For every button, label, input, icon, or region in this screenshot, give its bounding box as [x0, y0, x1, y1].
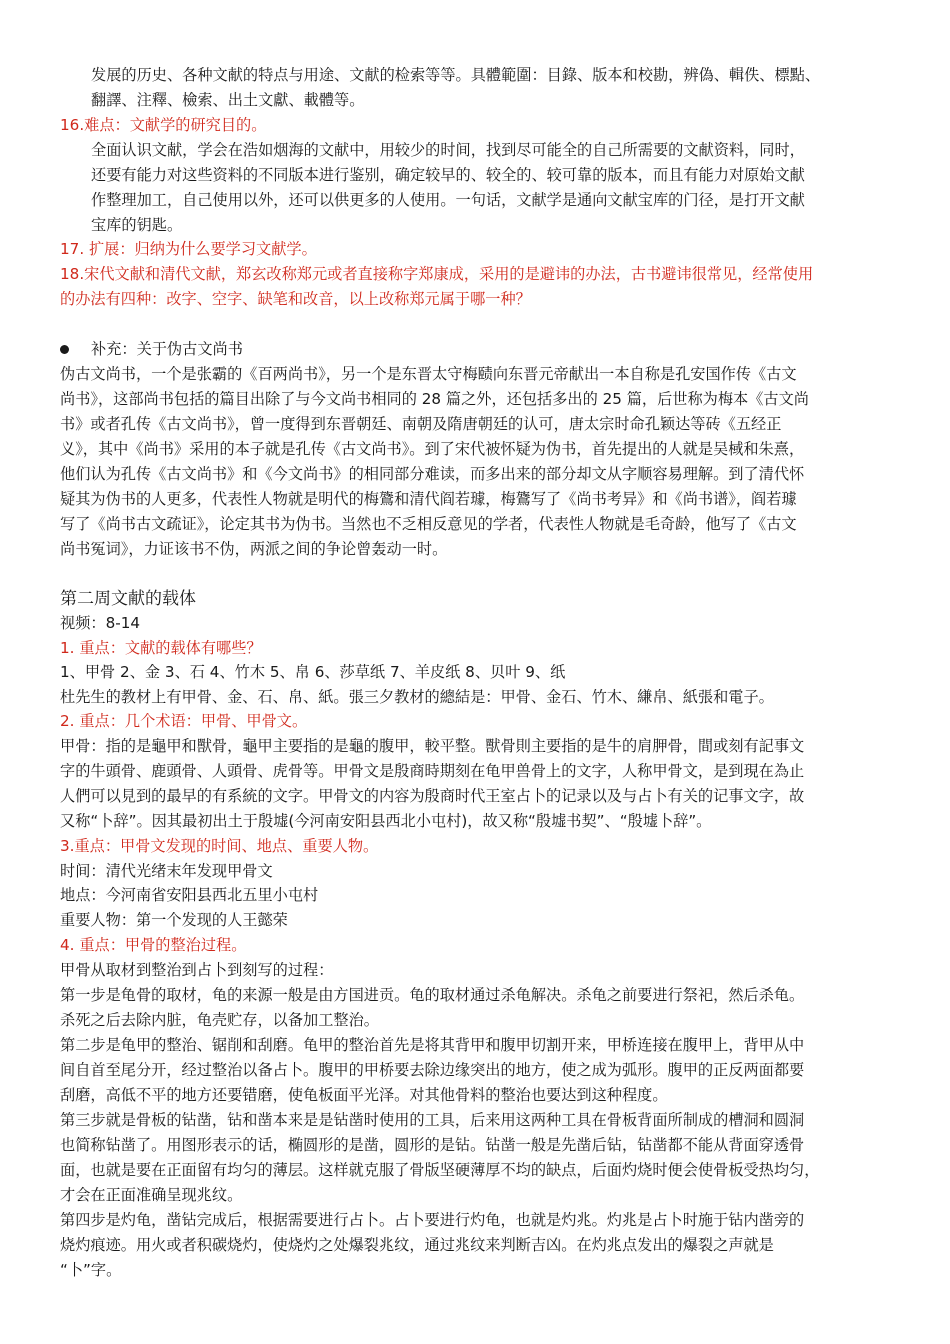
q16-line-1: 全面认识文献，学会在浩如烟海的文献中，用较少的时间，找到尽可能全的自己所需要的文献资料，同时， [91, 141, 805, 159]
q16-line-2: 还要有能力对这些资料的不同版本进行鉴别，确定较早的、较全的、较可靠的版本，而且有能力对原始文献 [91, 166, 805, 184]
q4-line-9: 面，也就是要在正面留有均匀的薄层。这样就克服了骨版坚硬薄厚不均的缺点，后面灼烧时便会使骨板受热均匀， [60, 1161, 820, 1179]
q3-title: 3.重点：甲骨文发现的时间、地点、重要人物。 [60, 837, 379, 855]
q4-title: 4. 重点：甲骨的整治过程。 [60, 936, 247, 954]
supplement-line-3: 书》或者孔传《古文尚书》，曾一度得到东晋朝廷、南朝及隋唐朝廷的认可，唐太宗时命孔颖达等砖《五经正 [60, 415, 782, 433]
supplement-line-5: 他们认为孔传《古文尚书》和《今文尚书》的相同部分难读，而多出来的部分却文从字顺容易理解。到了清代怀 [60, 465, 805, 483]
q17-title: 17. 扩展：归纳为什么要学习文献学。 [60, 240, 317, 258]
q1-title: 1. 重点：文献的载体有哪些？ [60, 639, 262, 657]
intro-line-2: 翻譯、注釋、檢索、出土文獻、載體等。 [91, 91, 365, 109]
q3-place: 地点：今河南省安阳县西北五里小屯村 [60, 886, 319, 904]
q2-title: 2. 重点：几个术语：甲骨、甲骨文。 [60, 712, 308, 730]
q3-time: 时间：清代光绪末年发现甲骨文 [60, 862, 273, 880]
q18-line-1: 18.宋代文献和清代文献，郑玄改称郑元或者直接称字郑康成，采用的是避讳的办法，古书避讳很常见，经常使用 [60, 265, 814, 283]
q2-line-3: 人們可以見到的最早的有系統的文字。甲骨文的内容为殷商时代王室占卜的记录以及与占卜有关的记事文字，故 [60, 787, 805, 805]
q4-line-4: 第二步是龟甲的整治、锯削和刮磨。龟甲的整治首先是将其背甲和腹甲切割开来，甲桥连接在腹甲上，背甲从中 [60, 1036, 805, 1054]
q4-line-11: 第四步是灼龟，凿钻完成后，根据需要进行占卜。占卜要进行灼龟，也就是灼兆。灼兆是占卜时施于钻内凿旁的 [60, 1211, 805, 1229]
q4-line-5: 间自首至尾分开，经过整治以备占卜。腹甲的甲桥要去除边缘突出的地方，使之成为弧形。腹甲的正反两面都要 [60, 1061, 805, 1079]
q4-line-12: 烧灼痕迹。用火或者积碳烧灼，使烧灼之处爆裂兆纹，通过兆纹来判断吉凶。在灼兆点发出的爆裂之声就是 [60, 1236, 774, 1254]
q16-line-3: 作整理加工，自己使用以外，还可以供更多的人使用。一句话，文献学是通向文献宝库的门径，是打开文献 [91, 191, 805, 209]
q3-person: 重要人物：第一个发现的人王懿荣 [60, 911, 288, 929]
week2-heading: 第二周文献的载体 [60, 589, 196, 609]
q2-line-2: 字的牛頭骨、鹿頭骨、人頭骨、虎骨等。甲骨文是殷商時期刻在龟甲兽骨上的文字，人称甲骨文，是到現在為止 [60, 762, 805, 780]
q4-line-3: 杀死之后去除内脏，龟壳贮存，以备加工整治。 [60, 1011, 379, 1029]
q2-line-1: 甲骨：指的是龜甲和獸骨，龜甲主要指的是龜的腹甲，較平整。獸骨則主要指的是牛的肩胛骨，間或刻有記事文 [60, 737, 805, 755]
q4-line-10: 才会在正面准确呈现兆纹。 [60, 1186, 243, 1204]
q4-line-6: 刮磨，高低不平的地方还要错磨，使龟板面平光泽。对其他骨料的整治也要达到这种程度。 [60, 1086, 668, 1104]
q4-line-1: 甲骨从取材到整治到占卜到刻写的过程： [60, 961, 334, 979]
q4-line-7: 第三步就是骨板的钻凿，钻和凿本来是是钻凿时使用的工具，后来用这两种工具在骨板背面所制成的槽洞和圆洞 [60, 1111, 805, 1129]
intro-line-1: 发展的历史、各种文献的特点与用途、文献的检索等等。具體範圍：目錄、版本和校勘，辨偽、輯佚、標點、 [91, 66, 820, 84]
q18-line-2: 的办法有四种：改字、空字、缺笔和改音，以上改称郑元属于哪一种？ [60, 290, 531, 308]
q1-note: 杜先生的教材上有甲骨、金、石、帛、紙。張三夕教材的總結是：甲骨、金石、竹木、縑帛、紙張和電子。 [60, 688, 774, 706]
q4-line-13: “卜”字。 [60, 1261, 122, 1279]
q16-line-4: 宝库的钥匙。 [91, 216, 183, 234]
supplement-line-6: 疑其为伪书的人更多，代表性人物就是明代的梅鷟和清代阎若璩，梅鷟写了《尚书考异》和《尚书谱》，阎若璩 [60, 490, 797, 508]
supplement-title: 补充：关于伪古文尚书 [91, 340, 243, 358]
supplement-line-4: 义》，其中《尚书》采用的本子就是孔传《古文尚书》。到了宋代被怀疑为伪书，首先提出的人就是吴棫和朱熹， [60, 440, 805, 458]
bullet-icon [60, 345, 69, 354]
q1-list: 1、甲骨 2、金 3、石 4、竹木 5、帛 6、莎草纸 7、羊皮纸 8、贝叶 9、纸 [60, 663, 566, 681]
video-range: 视频：8-14 [60, 614, 141, 632]
q16-title: 16.难点：文献学的研究目的。 [60, 116, 267, 134]
q4-line-8: 也简称钻凿了。用图形表示的话，椭圆形的是凿，圆形的是钻。钻凿一般是先凿后钻，钻凿都不能从背面穿透骨 [60, 1136, 805, 1154]
supplement-line-1: 伪古文尚书，一个是张霸的《百两尚书》，另一个是东晋太守梅赜向东晋元帝献出一本自称是孔安国作传《古文 [60, 365, 797, 383]
q2-line-4: 又称“卜辞”。因其最初出土于殷墟(今河南安阳县西北小屯村)，故又称“殷墟书契”、“殷墟卜辞”。 [60, 812, 712, 830]
q4-line-2: 第一步是龟骨的取材，龟的来源一般是由方国进贡。龟的取材通过杀龟解决。杀龟之前要进行祭祀，然后杀龟。 [60, 986, 805, 1004]
supplement-line-2: 尚书》，这部尚书包括的篇目出除了与今文尚书相同的 28 篇之外，还包括多出的 25 篇，后世称为梅本《古文尚 [60, 390, 809, 408]
supplement-line-8: 尚书冤词》，力证该书不伪，两派之间的争论曾轰动一时。 [60, 540, 448, 558]
supplement-line-7: 写了《尚书古文疏证》，论定其书为伪书。当然也不乏相反意见的学者，代表性人物就是毛奇龄，他写了《古文 [60, 515, 797, 533]
